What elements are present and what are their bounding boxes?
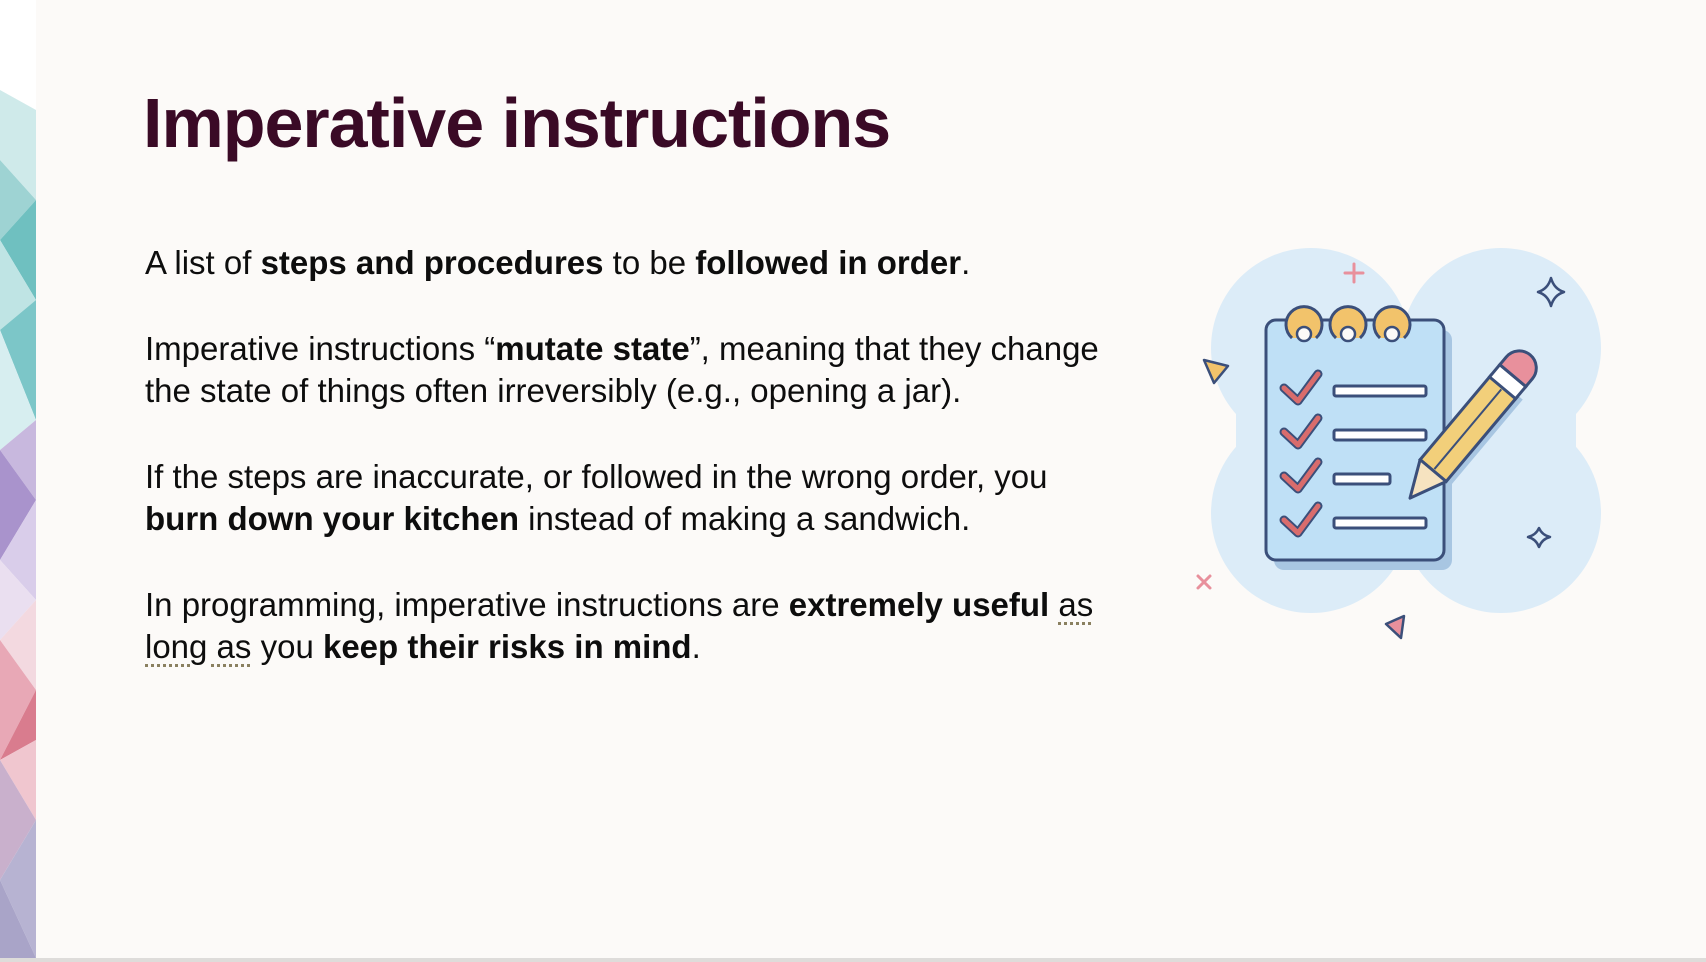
text-run: Imperative instructions “ (145, 330, 496, 367)
bold-text-run: steps and procedures (260, 244, 604, 281)
paragraph-2 (145, 328, 1125, 412)
text-run: ”, meaning that they change the state of things often irreversibly (e.g., opening a jar). (145, 330, 1099, 409)
bold-text-run: keep their risks in mind (322, 628, 692, 665)
text-run: . (691, 628, 701, 665)
triangle-sparkle-icon (1386, 616, 1404, 638)
paragraph-4 (145, 584, 1125, 668)
text-run: you (251, 628, 323, 665)
slide (36, 0, 1706, 958)
bold-text-run: extremely useful (788, 586, 1050, 623)
paragraph-1 (145, 242, 1125, 284)
text-run: In programming, imperative instructions are (145, 586, 789, 623)
slide-title: Imperative instructions (143, 84, 891, 162)
decorative-left-strip (0, 0, 36, 958)
text-run: . (961, 244, 971, 281)
slide-body (145, 242, 1125, 712)
paragraph-3 (145, 456, 1125, 540)
text-run: If the steps are inaccurate, or followed in the wrong order, you (145, 458, 1048, 495)
text-run: instead of making a sandwich. (519, 500, 971, 537)
text-run: A list of (145, 244, 261, 281)
slide-bottom-border (0, 958, 1706, 962)
cross-sparkle-icon (1198, 576, 1210, 588)
bold-text-run: burn down your kitchen (145, 500, 520, 537)
bold-text-run: mutate state (495, 330, 690, 367)
spellcheck-underlined-text: as long as (145, 586, 1094, 665)
clipboard-checklist-icon (1186, 238, 1666, 678)
bold-text-run: followed in order (695, 244, 962, 281)
text-run: to be (603, 244, 696, 281)
